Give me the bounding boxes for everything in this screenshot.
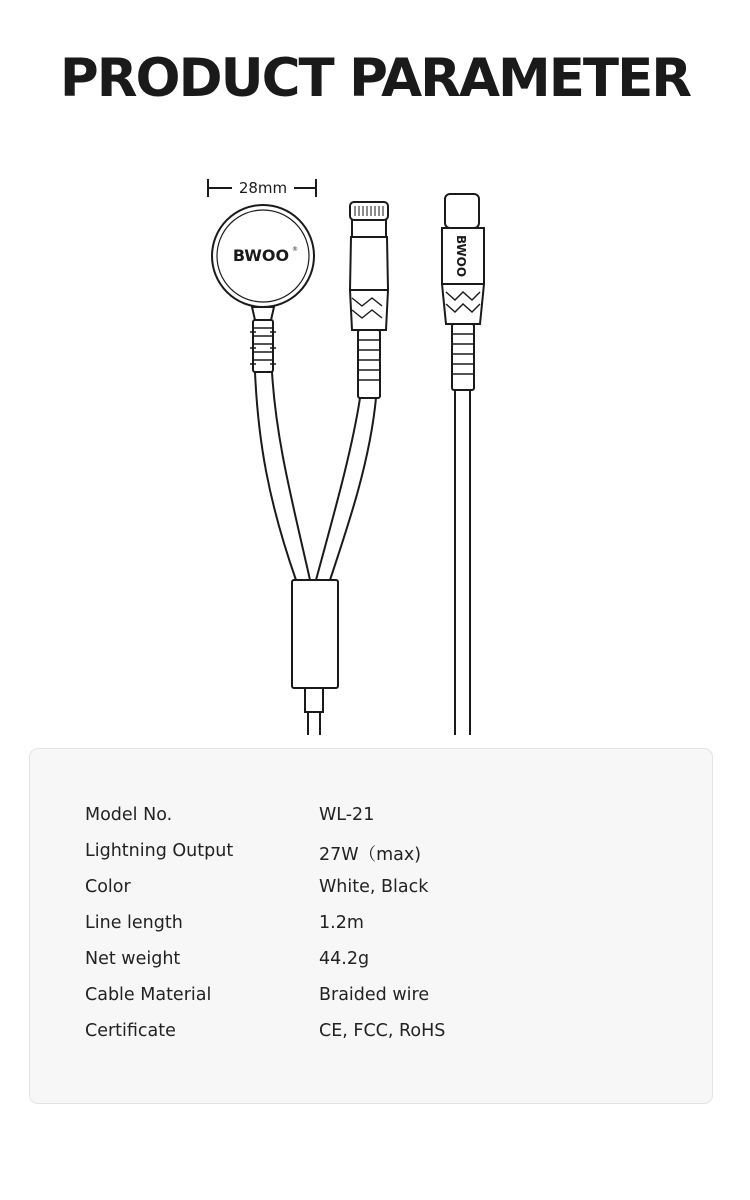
spec-value: Braided wire: [319, 985, 430, 1005]
spec-row-material: [85, 985, 685, 1021]
spec-label: Lightning Output: [85, 841, 234, 861]
dimension-marker: [208, 179, 316, 197]
brand-logo-vertical: BWOO: [454, 234, 468, 278]
dimension-label: 28mm: [238, 179, 288, 197]
spec-row-weight: [85, 949, 685, 985]
spec-label: Model No.: [85, 805, 173, 825]
spec-row-certificate: [85, 1021, 685, 1057]
spec-row-length: [85, 913, 685, 949]
spec-row-output: [85, 841, 685, 877]
page-title: PRODUCT PARAMETER: [59, 48, 691, 109]
spec-value: White, Black: [319, 877, 429, 897]
spec-label: Cable Material: [85, 985, 212, 1005]
spec-row-model: [85, 805, 685, 841]
usb-c-cable: [442, 194, 484, 735]
charging-puck: [212, 205, 314, 372]
y-split-cable: [255, 372, 376, 735]
spec-value: CE, FCC, RoHS: [319, 1021, 446, 1041]
brand-mark: ®: [292, 246, 298, 253]
spec-label: Color: [85, 877, 131, 897]
brand-logo: BWOO: [232, 246, 290, 265]
spec-row-color: [85, 877, 685, 913]
product-line-drawing: [0, 160, 750, 740]
spec-value: 1.2m: [319, 913, 364, 933]
spec-value: WL-21: [319, 805, 375, 825]
spec-value: 27W（max): [319, 845, 422, 865]
spec-label: Certificate: [85, 1021, 176, 1041]
spec-label: Line length: [85, 913, 183, 933]
specification-panel: [29, 748, 713, 1104]
lightning-connector: [350, 202, 388, 398]
spec-label: Net weight: [85, 949, 181, 969]
spec-value: 44.2g: [319, 949, 370, 969]
